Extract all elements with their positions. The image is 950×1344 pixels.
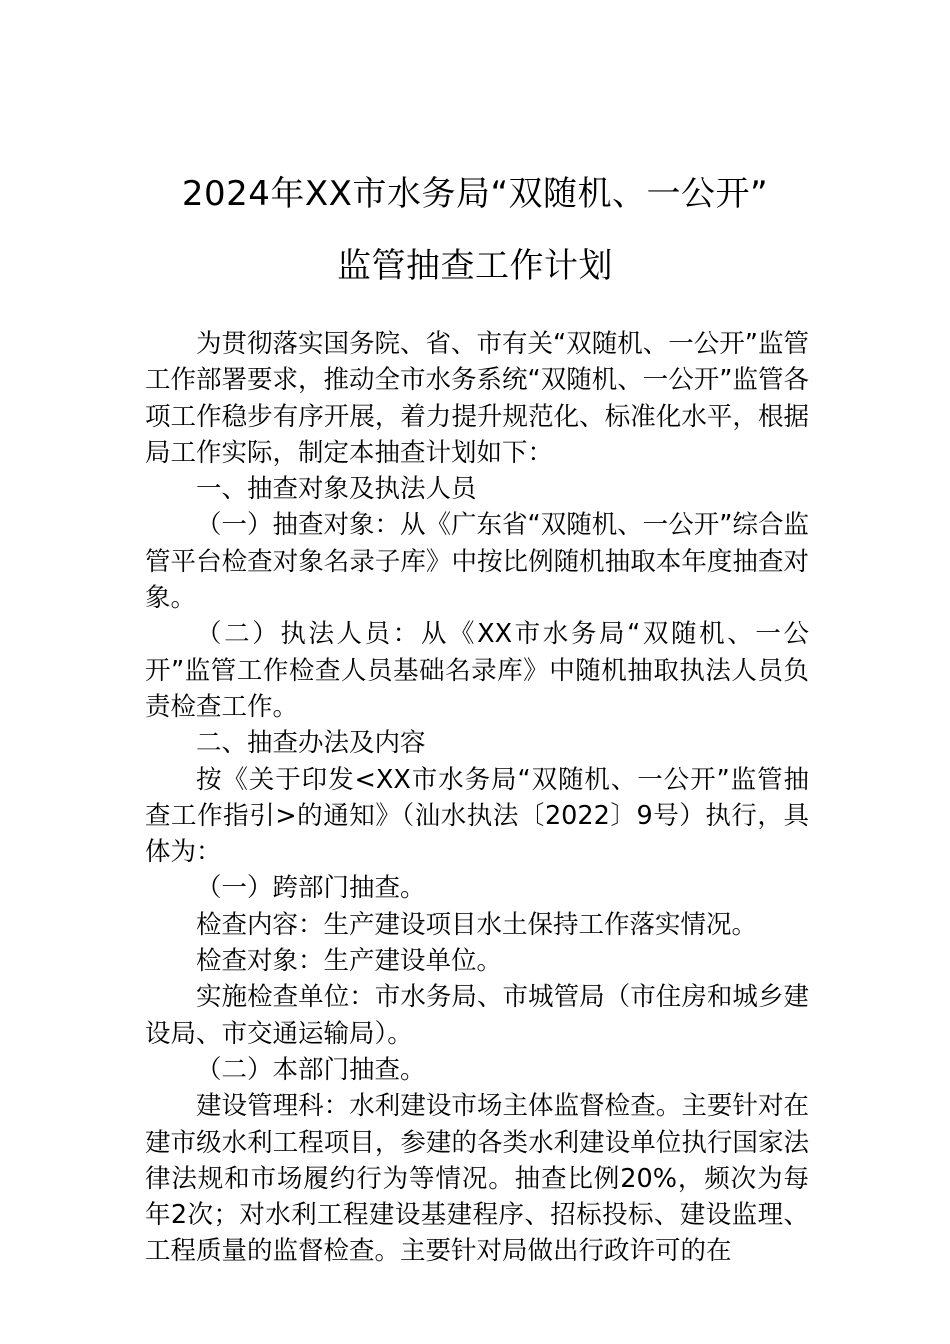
paragraph-construction-management: 建设管理科：水利建设市场主体监督检查。主要针对在建市级水利工程项目，参建的各类水利建设单位执行国家法律法规和市场履约行为等情况。抽查比例20%，频次为每年2次；对水利工程建设基建程序、招标投标、建设监理、工程质量的监督检查。主要针对局做出行政许可的在: [145, 1091, 809, 1267]
document-title-line-1: 2024年XX市水务局“双随机、一公开”: [181, 174, 769, 214]
paragraph-method: 按《关于印发<XX市水务局“双随机、一公开”监管抽查工作指引>的通知》（汕水执法〔2022〕9号）执行，具体为：: [145, 764, 809, 868]
paragraph-inspection-targets: （一）抽查对象：从《广东省“双随机、一公开”综合监管平台检查对象名录子库》中按比例随机抽取本年度抽查对象。: [145, 510, 809, 614]
section-heading-2: 二、抽查办法及内容: [196, 728, 426, 759]
subheading-cross-department: （一）跨部门抽查。: [196, 873, 426, 904]
document-body: [145, 326, 809, 1270]
paragraph-implementing-units: 实施检查单位：市水务局、市城管局（市住房和城乡建设局、市交通运输局）。: [145, 982, 809, 1049]
paragraph-intro: 为贯彻落实国务院、省、市有关“双随机、一公开”监管工作部署要求，推动全市水务系统“双随机、一公开”监管各项工作稳步有序开展，着力提升规范化、标准化水平，根据局工作实际，制定本抽查计划如下：: [145, 329, 809, 468]
paragraph-inspection-object: 检查对象：生产建设单位。: [196, 946, 503, 977]
paragraph-inspection-content: 检查内容：生产建设项目水土保持工作落实情况。: [196, 909, 758, 940]
section-heading-1: 一、抽查对象及执法人员: [196, 474, 477, 505]
document-title-line-2: 监管抽查工作计划: [337, 246, 613, 286]
subheading-own-department: （二）本部门抽查。: [196, 1054, 426, 1085]
paragraph-enforcement-staff: （二）执法人员：从《XX市水务局“双随机、一公开”监管工作检查人员基础名录库》中随机抽取执法人员负责检查工作。: [145, 619, 809, 722]
